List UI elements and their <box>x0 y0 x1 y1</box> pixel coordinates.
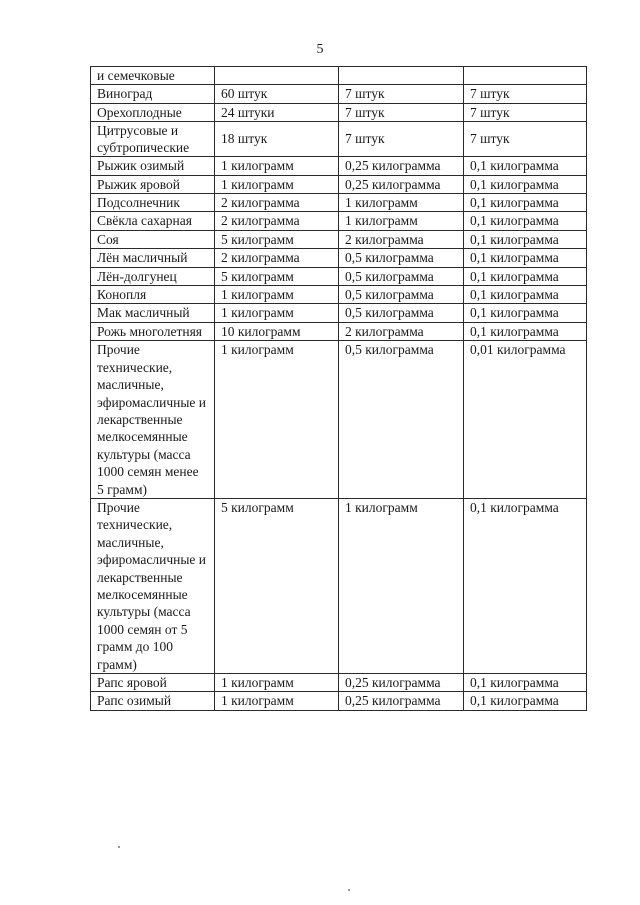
value-cell: 0,1 килограмма <box>464 692 587 710</box>
value-cell <box>464 67 587 85</box>
table-row <box>91 194 587 212</box>
value-cell: 0,1 килограмма <box>464 157 587 175</box>
value-cell: 7 штук <box>464 122 587 157</box>
table-row <box>91 674 587 692</box>
table-row <box>91 267 587 285</box>
scan-speck <box>348 889 350 891</box>
value-cell: 0,5 килограмма <box>339 304 464 322</box>
crop-name-cell: Мак масличный <box>91 304 215 322</box>
value-cell: 2 килограмма <box>339 322 464 340</box>
table-row <box>91 230 587 248</box>
value-cell: 0,1 килограмма <box>464 249 587 267</box>
table-row <box>91 103 587 121</box>
value-cell: 0,1 килограмма <box>464 175 587 193</box>
value-cell: 5 килограмм <box>215 267 339 285</box>
value-cell: 0,1 килограмма <box>464 212 587 230</box>
crop-name-cell: Рыжик яровой <box>91 175 215 193</box>
value-cell: 0,5 килограмма <box>339 341 464 499</box>
table-row <box>91 157 587 175</box>
value-cell: 0,1 килограмма <box>464 267 587 285</box>
crop-name-cell: Прочие технические, масличные, эфиромасличные и лекарственные мелкосемянные культуры (масса 1000 семян от 5 грамм до 100 грамм) <box>91 498 215 673</box>
table-row <box>91 249 587 267</box>
value-cell: 2 килограмма <box>215 212 339 230</box>
value-cell: 0,1 килограмма <box>464 674 587 692</box>
value-cell: 1 килограмм <box>215 674 339 692</box>
value-cell: 0,01 килограмма <box>464 341 587 499</box>
table-row <box>91 122 587 157</box>
value-cell: 0,1 килограмма <box>464 194 587 212</box>
value-cell: 0,25 килограмма <box>339 157 464 175</box>
value-cell: 1 килограмм <box>339 212 464 230</box>
value-cell: 0,25 килограмма <box>339 692 464 710</box>
value-cell: 2 килограмма <box>215 194 339 212</box>
value-cell: 7 штук <box>464 85 587 103</box>
table-row <box>91 286 587 304</box>
value-cell: 5 килограмм <box>215 230 339 248</box>
crop-name-cell: Конопля <box>91 286 215 304</box>
table-row <box>91 212 587 230</box>
value-cell: 0,1 килограмма <box>464 498 587 673</box>
value-cell <box>339 67 464 85</box>
value-cell: 1 килограмм <box>215 304 339 322</box>
value-cell: 1 килограмм <box>215 692 339 710</box>
crop-name-cell: Рыжик озимый <box>91 157 215 175</box>
value-cell: 60 штук <box>215 85 339 103</box>
crop-name-cell: Подсолнечник <box>91 194 215 212</box>
crop-name-cell: Рожь многолетняя <box>91 322 215 340</box>
value-cell: 1 килограмм <box>215 286 339 304</box>
table-row <box>91 341 587 499</box>
value-cell: 5 килограмм <box>215 498 339 673</box>
crop-name-cell: и семечковые <box>91 67 215 85</box>
value-cell <box>215 67 339 85</box>
value-cell: 7 штук <box>339 85 464 103</box>
crop-name-cell: Цитрусовые и субтропические <box>91 122 215 157</box>
value-cell: 0,25 килограмма <box>339 674 464 692</box>
table-row <box>91 692 587 710</box>
value-cell: 1 килограмм <box>339 194 464 212</box>
value-cell: 2 килограмма <box>215 249 339 267</box>
value-cell: 0,1 килограмма <box>464 286 587 304</box>
crop-name-cell: Рапс яровой <box>91 674 215 692</box>
crop-name-cell: Рапс озимый <box>91 692 215 710</box>
value-cell: 2 килограмма <box>339 230 464 248</box>
crop-name-cell: Свёкла сахарная <box>91 212 215 230</box>
value-cell: 0,1 килограмма <box>464 304 587 322</box>
value-cell: 0,5 килограмма <box>339 267 464 285</box>
table-row <box>91 304 587 322</box>
crop-name-cell: Прочие технические, масличные, эфиромасличные и лекарственные мелкосемянные культуры (масса 1000 семян менее 5 грамм) <box>91 341 215 499</box>
crop-name-cell: Виноград <box>91 85 215 103</box>
value-cell: 0,1 килограмма <box>464 230 587 248</box>
crop-name-cell: Орехоплодные <box>91 103 215 121</box>
table-row <box>91 498 587 673</box>
table-row <box>91 67 587 85</box>
crop-name-cell: Лён-долгунец <box>91 267 215 285</box>
value-cell: 0,5 килограмма <box>339 286 464 304</box>
table-row <box>91 322 587 340</box>
value-cell: 10 килограмм <box>215 322 339 340</box>
value-cell: 0,25 килограмма <box>339 175 464 193</box>
value-cell: 1 килограмм <box>215 341 339 499</box>
value-cell: 1 килограмм <box>215 157 339 175</box>
table-row <box>91 85 587 103</box>
value-cell: 0,1 килограмма <box>464 322 587 340</box>
value-cell: 0,5 килограмма <box>339 249 464 267</box>
value-cell: 1 килограмм <box>339 498 464 673</box>
scan-speck <box>118 846 120 848</box>
seed-sample-table <box>90 66 587 711</box>
value-cell: 24 штуки <box>215 103 339 121</box>
crop-name-cell: Лён масличный <box>91 249 215 267</box>
page-number: 5 <box>316 42 324 57</box>
crop-name-cell: Соя <box>91 230 215 248</box>
table-row <box>91 175 587 193</box>
value-cell: 18 штук <box>215 122 339 157</box>
value-cell: 7 штук <box>339 122 464 157</box>
value-cell: 7 штук <box>339 103 464 121</box>
value-cell: 1 килограмм <box>215 175 339 193</box>
value-cell: 7 штук <box>464 103 587 121</box>
